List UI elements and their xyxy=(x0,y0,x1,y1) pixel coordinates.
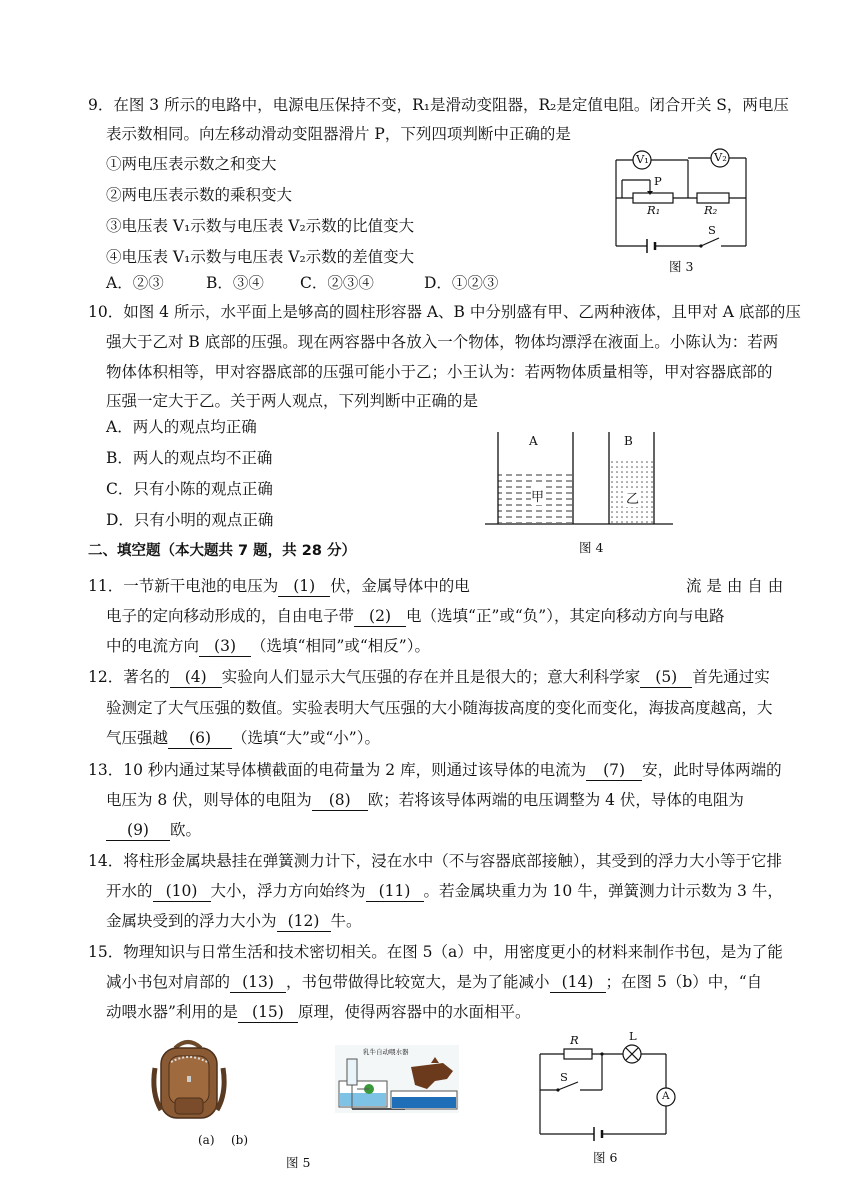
q9-line1: 9．在图 3 所示的电路中，电源电压保持不变，R₁是滑动变阻器，R₂是定值电阻。闭合开关 S，两电压 xyxy=(88,96,789,114)
q13-line1: 13．10 秒内通过某导体横截面的电荷量为 2 库，则通过该导体的电流为 (7) 安，此时导体两端的 xyxy=(88,761,782,779)
q14-line1: 14．将柱形金属块悬挂在弹簧测力计下，浸在水中（不与容器底部接触），其受到的浮力大小等于它排 xyxy=(88,852,782,870)
blank-2[interactable]: (2) xyxy=(354,606,406,627)
q15-line1: 15．物理知识与日常生活和技术密切相关。在图 5（a）中，用密度更小的材料来制作书包，是为了能 xyxy=(88,943,783,961)
blank-1[interactable]: (1) xyxy=(278,576,330,597)
q10-line1: 10．如图 4 所示，水平面上是够高的圆柱形容器 A、B 中分别盛有甲、乙两种液体，且甲对 A 底部的压 xyxy=(88,303,801,321)
fig5b-title: 乳牛自动喂水器 xyxy=(363,1048,409,1056)
figure-6-circuit xyxy=(530,1030,705,1145)
fig4-caption: 图 4 xyxy=(579,540,604,555)
figure-4-containers xyxy=(485,430,675,530)
fig3-p-label: P xyxy=(654,174,662,188)
blank-9[interactable]: (9) xyxy=(106,820,170,841)
fig6-s-label: S xyxy=(560,1070,568,1084)
fig5-sub-b: (b) xyxy=(231,1133,249,1147)
q10-option-c: C．只有小陈的观点正确 xyxy=(106,480,273,498)
blank-10[interactable]: (10) xyxy=(153,881,211,902)
blank-8[interactable]: (8) xyxy=(312,790,368,811)
figure-3-circuit xyxy=(605,143,765,258)
blank-4[interactable]: (4) xyxy=(170,667,222,688)
q9-item4: ④电压表 V₁示数与电压表 V₂示数的差值变大 xyxy=(106,248,415,266)
q10-line2: 强大于乙对 B 底部的压强。现在两容器中各放入一个物体，物体均漂浮在液面上。小陈认为：若两 xyxy=(106,333,779,351)
q10-line4: 压强一定大于乙。关于两人观点，下列判断中正确的是 xyxy=(106,392,479,410)
blank-6[interactable]: (6) xyxy=(168,728,232,749)
blank-12[interactable]: (12) xyxy=(277,911,331,932)
q9-option-b: B．③④ xyxy=(206,274,264,292)
blank-15[interactable]: (15) xyxy=(238,1002,298,1023)
figure-5a-backpack xyxy=(147,1038,229,1124)
q11-line1: 11．一节新干电池的电压为 (1) 伏，金属导体中的电 xyxy=(88,577,470,595)
q9-option-c: C．②③④ xyxy=(300,274,374,292)
q15-line3: 动喂水器”利用的是 (15) 原理，使得两容器中的水面相平。 xyxy=(106,1003,531,1021)
q10-option-a: A．两人的观点均正确 xyxy=(106,418,257,436)
q12-line3: 气压强越 (6) （选填“大”或“小”）。 xyxy=(106,729,380,747)
fig3-v1-label: V₁ xyxy=(636,152,649,166)
q13-line3: (9) 欧。 xyxy=(106,820,201,841)
q9-option-a: A．②③ xyxy=(106,274,164,292)
q13-line2: 电压为 8 伏，则导体的电阻为 (8) 欧；若将该导体两端的电压调整为 4 伏，导体的电阻为 xyxy=(106,791,744,809)
q9-item3: ③电压表 V₁示数与电压表 V₂示数的比值变大 xyxy=(106,217,415,235)
q9-option-d: D．①②③ xyxy=(424,274,499,292)
q14-line2: 开水的 (10) 大小，浮力方向始终为 (11) 。若金属块重力为 10 牛，弹簧测力计示数为 3 牛， xyxy=(106,882,783,900)
fig5-sub-a: (a) xyxy=(198,1133,215,1147)
fig4-liquid-a: 甲 xyxy=(531,486,544,505)
q12-line1: 12．著名的 (4) 实验向人们显示大气压强的存在并且是很大的；意大利科学家 (5) 首先通过实 xyxy=(88,668,770,686)
q11-line2: 电子的定向移动形成的，自由电子带 (2) 电（选填“正”或“负”），其定向移动方向与电路 xyxy=(106,607,725,625)
blank-5[interactable]: (5) xyxy=(640,667,692,688)
fig3-s-label: S xyxy=(708,223,716,237)
q10-option-b: B．两人的观点均不正确 xyxy=(106,449,273,467)
q9-item2: ②两电压表示数的乘积变大 xyxy=(106,186,293,204)
fig5-caption: 图 5 xyxy=(286,1155,311,1170)
fig6-l-label: L xyxy=(629,1029,637,1043)
section-2-heading: 二、填空题（本大题共 7 题，共 28 分） xyxy=(88,543,356,559)
fig3-v2-label: V₂ xyxy=(714,150,727,164)
fig3-r1-label: R₁ xyxy=(647,203,661,217)
fig4-label-b: B xyxy=(624,434,633,448)
q10-option-d: D．只有小明的观点正确 xyxy=(106,511,274,529)
fig6-r-label: R xyxy=(570,1033,579,1047)
q9-line2: 表示数相同。向左移动滑动变阻器滑片 P，下列四项判断中正确的是 xyxy=(106,125,571,143)
q14-line3: 金属块受到的浮力大小为 (12) 牛。 xyxy=(106,912,362,930)
q11-line1-end: 流 是 由 自 由 xyxy=(686,577,784,595)
q11-line3: 中的电流方向 (3) （选填“相同”或“相反”）。 xyxy=(106,637,430,655)
fig6-a-label: A xyxy=(662,1090,670,1102)
blank-3[interactable]: (3) xyxy=(199,636,251,657)
fig4-label-a: A xyxy=(529,434,538,448)
q10-line3: 物体体积相等，甲对容器底部的压强可能小于乙；小王认为：若两物体质量相等，甲对容器底部的 xyxy=(106,363,773,381)
q12-line2: 验测定了大气压强的数值。实验表明大气压强的大小随海拔高度的变化而变化，海拔高度越高，大 xyxy=(106,699,773,717)
fig3-r2-label: R₂ xyxy=(704,203,718,217)
blank-13[interactable]: (13) xyxy=(230,972,286,993)
blank-11[interactable]: (11) xyxy=(366,881,424,902)
blank-14[interactable]: (14) xyxy=(550,972,606,993)
figure-5b-water-feeder xyxy=(335,1045,459,1113)
q9-item1: ①两电压表示数之和变大 xyxy=(106,155,277,173)
fig4-liquid-b: 乙 xyxy=(626,488,639,507)
blank-7[interactable]: (7) xyxy=(586,760,642,781)
fig3-caption: 图 3 xyxy=(669,259,694,274)
q15-line2: 减小书包对肩部的 (13) ，书包带做得比较宽大，是为了能减小 (14) ；在图 5（b）中，“自 xyxy=(106,973,763,991)
fig6-caption: 图 6 xyxy=(593,1150,618,1165)
